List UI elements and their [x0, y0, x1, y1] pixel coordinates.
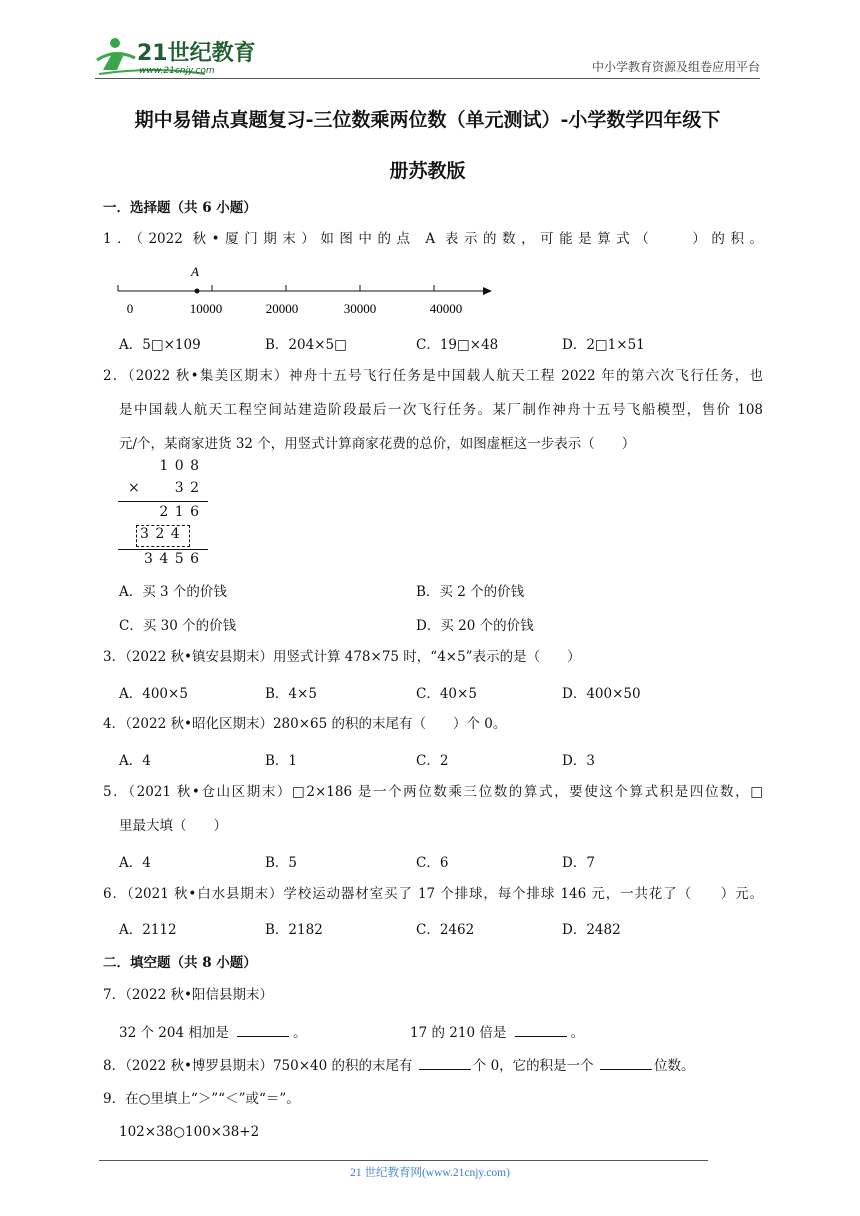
q3-option-c: C．40×5	[416, 686, 477, 702]
q6-option-b: B．2182	[265, 922, 323, 938]
q2-vertical-calculation	[118, 458, 208, 573]
q4-option-a: A．4	[119, 753, 151, 769]
calc-row-multiplicand: 1 0 8	[159, 458, 200, 474]
calc-row-partial-1: 2 1 6	[159, 504, 200, 520]
q7-part1-blank[interactable]	[237, 1022, 289, 1037]
q7-part2-blank[interactable]	[515, 1022, 567, 1037]
calc-line-1	[118, 501, 208, 502]
q7-part2-suffix: 。	[570, 1025, 585, 1041]
question-8-text	[103, 1055, 763, 1076]
q8-blank-digits[interactable]	[600, 1055, 652, 1070]
q7-part2-prefix: 17 的 210 倍是	[410, 1025, 507, 1041]
footer-divider	[99, 1160, 708, 1161]
section-fill-heading: 二．填空题（共 8 小题）	[103, 955, 257, 971]
q5-option-b: B．5	[265, 855, 298, 871]
q8-prefix: 8．（2022 秋•博罗县期末）750×40 的积的末尾有	[103, 1058, 413, 1074]
q7-part1-prefix: 32 个 204 相加是	[119, 1025, 229, 1041]
tick-label-2: 20000	[265, 301, 299, 316]
question-3-text: 3．（2022 秋•镇安县期末）用竖式计算 478×75 时，“4×5”表示的是（ ）	[103, 649, 581, 665]
q2-option-b: B．买 2 个的价钱	[416, 584, 525, 600]
question-2-line3: 元/个，某商家进货 32 个，用竖式计算商家花费的总价，如图虚框这一步表示（ ）	[119, 436, 636, 452]
calc-row-partial-2: 3 2 4	[140, 526, 181, 542]
header-platform-text: 中小学教育资源及组卷应用平台	[591, 60, 760, 74]
tick-label-1: 10000	[189, 301, 223, 316]
point-a-marker	[195, 289, 200, 294]
page-title-line2: 册苏教版	[389, 160, 466, 182]
question-1-text: 1．（2022 秋•厦门期末）如图中的点 A 表示的数，可能是算式（ ）的积。	[103, 231, 763, 247]
q6-option-a: A．2112	[119, 922, 177, 938]
calc-operator: ×	[128, 480, 140, 496]
q7-part-1	[119, 1021, 307, 1041]
page-title-line1: 期中易错点真题复习-三位数乘两位数（单元测试）-小学数学四年级下	[134, 109, 721, 131]
question-5-line2: 里最大填（ ）	[119, 818, 227, 834]
point-a-label: A	[191, 264, 199, 279]
q2-option-d: D．买 20 个的价钱	[416, 618, 534, 634]
calc-row-product: 3 4 5 6	[144, 551, 200, 567]
tick-label-0: 0	[126, 301, 134, 316]
q3-option-a: A．400×5	[119, 686, 188, 702]
logo-main-text: 21世纪教育	[137, 41, 256, 66]
q8-middle: 个 0，它的积是一个	[472, 1058, 594, 1074]
q1-option-c: C．19□×48	[416, 337, 499, 353]
question-5-line1: 5．（2021 秋•仓山区期末）□2×186 是一个两位数乘三位数的算式，要使这个算式积是四位数，□	[103, 784, 763, 800]
q4-option-d: D．3	[562, 753, 595, 769]
tick-label-4: 40000	[429, 301, 463, 316]
q5-option-c: C．6	[416, 855, 449, 871]
logo-21cnjy	[95, 30, 265, 78]
calc-row-multiplier: 3 2	[174, 480, 200, 496]
question-2-line1: 2．（2022 秋•集美区期末）神舟十五号飞行任务是中国载人航天工程 2022 年的第六次飞行任务，也	[103, 368, 763, 384]
q5-option-d: D．7	[562, 855, 595, 871]
question-6-text: 6．（2021 秋•白水县期末）学校运动器材室买了 17 个排球，每个排球 146 元，一共花了（ ）元。	[103, 886, 763, 902]
tick-label-3: 30000	[343, 301, 377, 316]
question-4-text: 4．（2022 秋•昭化区期末）280×65 的积的末尾有（ ）个 0。	[103, 716, 507, 732]
question-2-line2: 是中国载人航天工程空间站建造阶段最后一次飞行任务。某厂制作神舟十五号飞船模型，售价 108	[119, 402, 763, 418]
page-header	[95, 30, 760, 82]
q2-option-c: C．买 30 个的价钱	[119, 618, 237, 634]
q1-option-a: A．5□×109	[119, 337, 201, 353]
footer-text: 21 世纪教育网(www.21cnjy.com)	[350, 1167, 510, 1179]
q3-option-d: D．400×50	[562, 686, 641, 702]
logo-sub-text: www.21cnjy.com	[139, 66, 215, 76]
question-7-text: 7．（2022 秋•阳信县期末）	[103, 987, 273, 1003]
q7-part1-suffix: 。	[293, 1025, 307, 1041]
q8-suffix: 位数。	[653, 1058, 695, 1074]
calc-line-2	[118, 549, 208, 550]
q5-option-a: A．4	[119, 855, 151, 871]
q7-part-2	[410, 1021, 584, 1041]
header-divider	[95, 78, 760, 79]
q4-option-c: C．2	[416, 753, 449, 769]
q3-option-b: B．4×5	[265, 686, 317, 702]
question-9-text: 9．在○里填上“＞”“＜”或“＝”。	[103, 1091, 300, 1107]
q2-option-a: A．买 3 个的价钱	[119, 584, 227, 600]
q1-number-line	[110, 262, 500, 322]
q1-option-d: D．2□1×51	[562, 337, 645, 353]
q4-option-b: B．1	[265, 753, 298, 769]
q9-expression: 102×38○100×38+2	[119, 1124, 260, 1140]
q6-option-c: C．2462	[416, 922, 475, 938]
q1-option-b: B．204×5□	[265, 337, 347, 353]
q8-blank-zeros[interactable]	[419, 1055, 471, 1070]
section-choice-heading: 一．选择题（共 6 小题）	[103, 200, 257, 216]
q6-option-d: D．2482	[562, 922, 621, 938]
